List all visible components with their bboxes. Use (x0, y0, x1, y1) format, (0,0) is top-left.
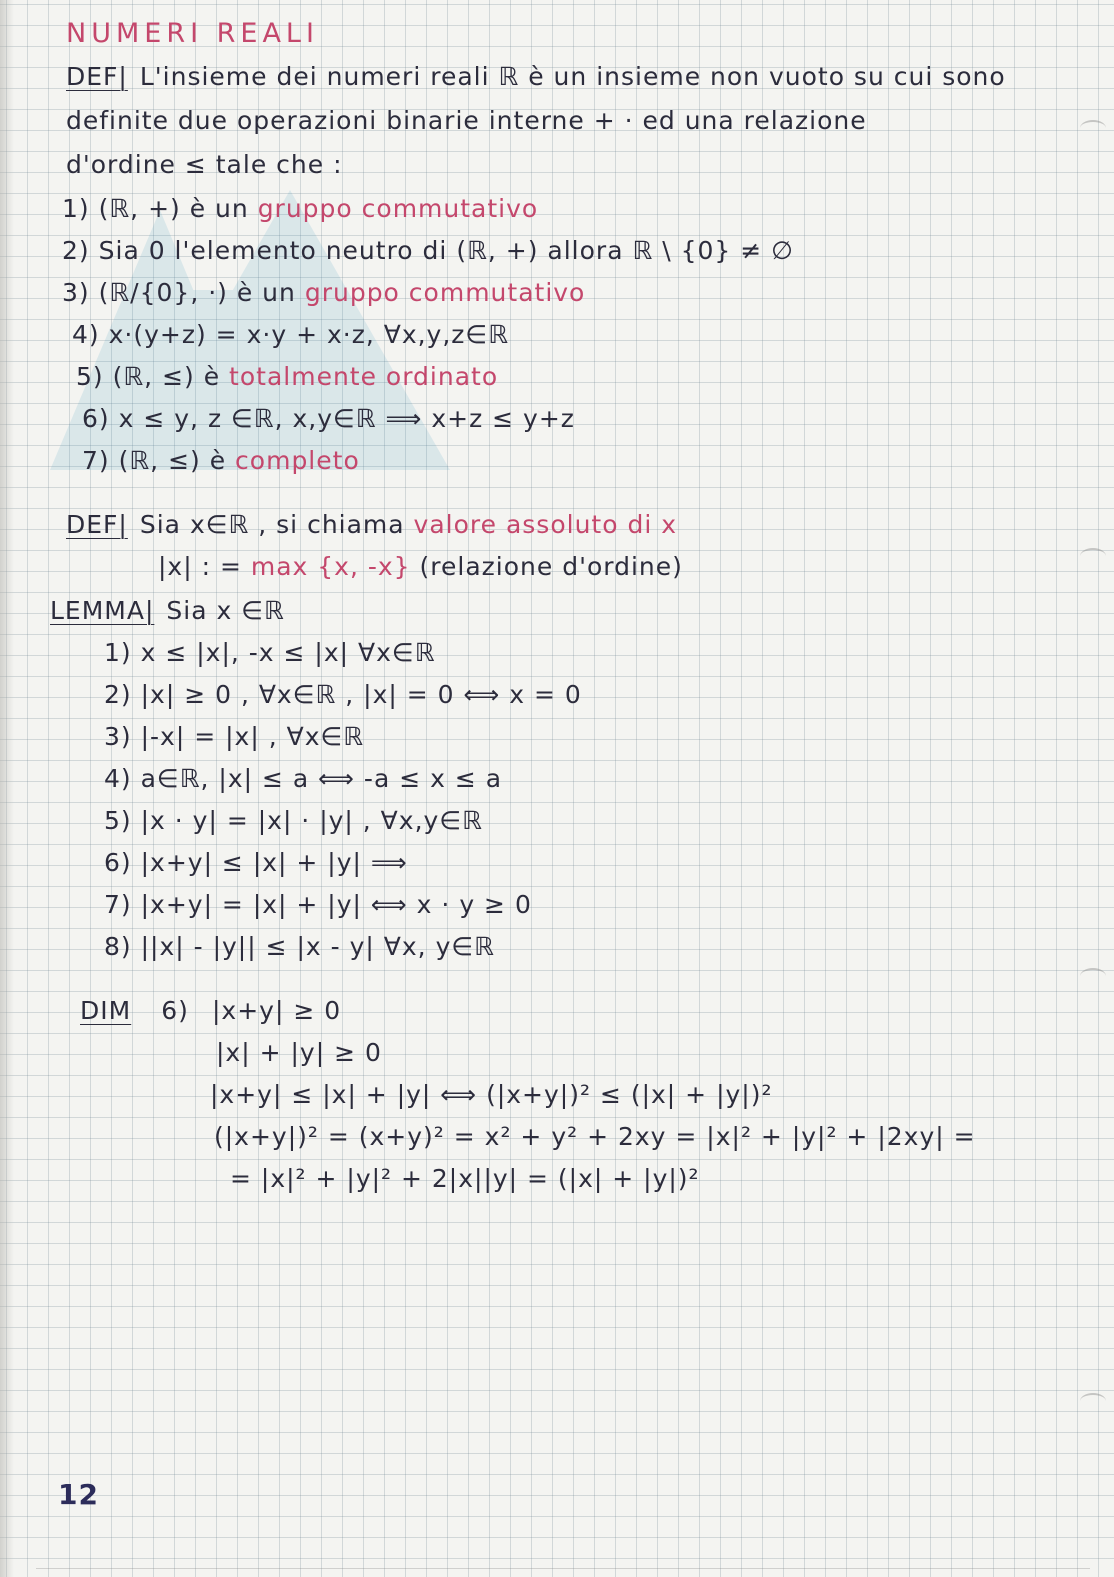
lemma-item: 5) |x · y| = |x| · |y| , ∀x,y∈ℝ (104, 806, 483, 835)
axiom-item: 7) (ℝ, ≤) è completo (82, 446, 360, 475)
binder-mark (1080, 120, 1106, 136)
lemma-item: 6) |x+y| ≤ |x| + |y| ⟹ (104, 848, 408, 877)
binder-mark (1080, 1393, 1106, 1409)
definition-line-1 (66, 62, 1006, 91)
definition-line-3: d'ordine ≤ tale che : (66, 150, 343, 179)
page-number: 12 (58, 1478, 99, 1511)
proof-tag: DIM (80, 996, 132, 1025)
binder-mark (1080, 548, 1106, 564)
lemma-item: 7) |x+y| = |x| + |y| ⟺ x · y ≥ 0 (104, 890, 532, 919)
def-tag: DEF| (66, 62, 128, 91)
lemma-item: 4) a∈ℝ, |x| ≤ a ⟺ -a ≤ x ≤ a (104, 764, 503, 793)
axiom-item: 3) (ℝ/{0}, ·) è un gruppo commutativo (62, 278, 586, 307)
def-text: L'insieme dei numeri reali ℝ è un insieme non vuoto su cui sono (139, 62, 1006, 91)
proof-step: = |x|² + |y|² + 2|x||y| = (|x| + |y|)² (230, 1164, 700, 1193)
page-bottom-edge (36, 1568, 1090, 1575)
definition-line-2: definite due operazioni binarie interne + · ed una relazione (66, 106, 867, 135)
highlight: valore assoluto di x (413, 510, 678, 539)
lemma-item: 1) x ≤ |x|, -x ≤ |x| ∀x∈ℝ (104, 638, 436, 667)
highlight: completo (235, 446, 360, 475)
lemma-item: 8) ||x| - |y|| ≤ |x - y| ∀x, y∈ℝ (104, 932, 495, 961)
proof-step: |x| + |y| ≥ 0 (216, 1038, 382, 1067)
axiom-item: 6) x ≤ y, z ∈ℝ, x,y∈ℝ ⟹ x+z ≤ y+z (82, 404, 575, 433)
axiom-item: 2) Sia 0 l'elemento neutro di (ℝ, +) allora ℝ \ {0} ≠ ∅ (62, 236, 794, 265)
highlight: max {x, -x} (250, 552, 411, 581)
abs-value-formula: |x| : = max {x, -x} (relazione d'ordine) (158, 552, 683, 581)
proof-step: |x+y| ≤ |x| + |y| ⟺ (|x+y|)² ≤ (|x| + |y|)² (210, 1080, 773, 1109)
proof-step: (|x+y|)² = (x+y)² = x² + y² + 2xy = |x|² + |y|² + |2xy| = (214, 1122, 976, 1151)
lemma-tag: LEMMA| (50, 596, 155, 625)
lemma-item: 3) |-x| = |x| , ∀x∈ℝ (104, 722, 365, 751)
proof-step: |x+y| ≥ 0 (212, 996, 342, 1025)
def-tag: DEF| (66, 510, 128, 539)
lemma-heading: LEMMA| Sia x ∈ℝ (50, 596, 285, 625)
binder-mark (1080, 968, 1106, 984)
axiom-item: 1) (ℝ, +) è un gruppo commutativo (62, 194, 539, 223)
axiom-item: 4) x·(y+z) = x·y + x·z, ∀x,y,z∈ℝ (72, 320, 509, 349)
highlight: totalmente ordinato (229, 362, 499, 391)
highlight: gruppo commutativo (257, 194, 539, 223)
page-edge (0, 0, 14, 1577)
definition-abs-line: DEF| Sia x∈ℝ , si chiama valore assoluto di x (66, 510, 678, 539)
highlight: gruppo commutativo (304, 278, 586, 307)
proof-heading: DIM 6) (80, 996, 189, 1025)
lemma-item: 2) |x| ≥ 0 , ∀x∈ℝ , |x| = 0 ⟺ x = 0 (104, 680, 582, 709)
page-title: NUMERI REALI (66, 18, 319, 49)
axiom-item: 5) (ℝ, ≤) è totalmente ordinato (76, 362, 499, 391)
